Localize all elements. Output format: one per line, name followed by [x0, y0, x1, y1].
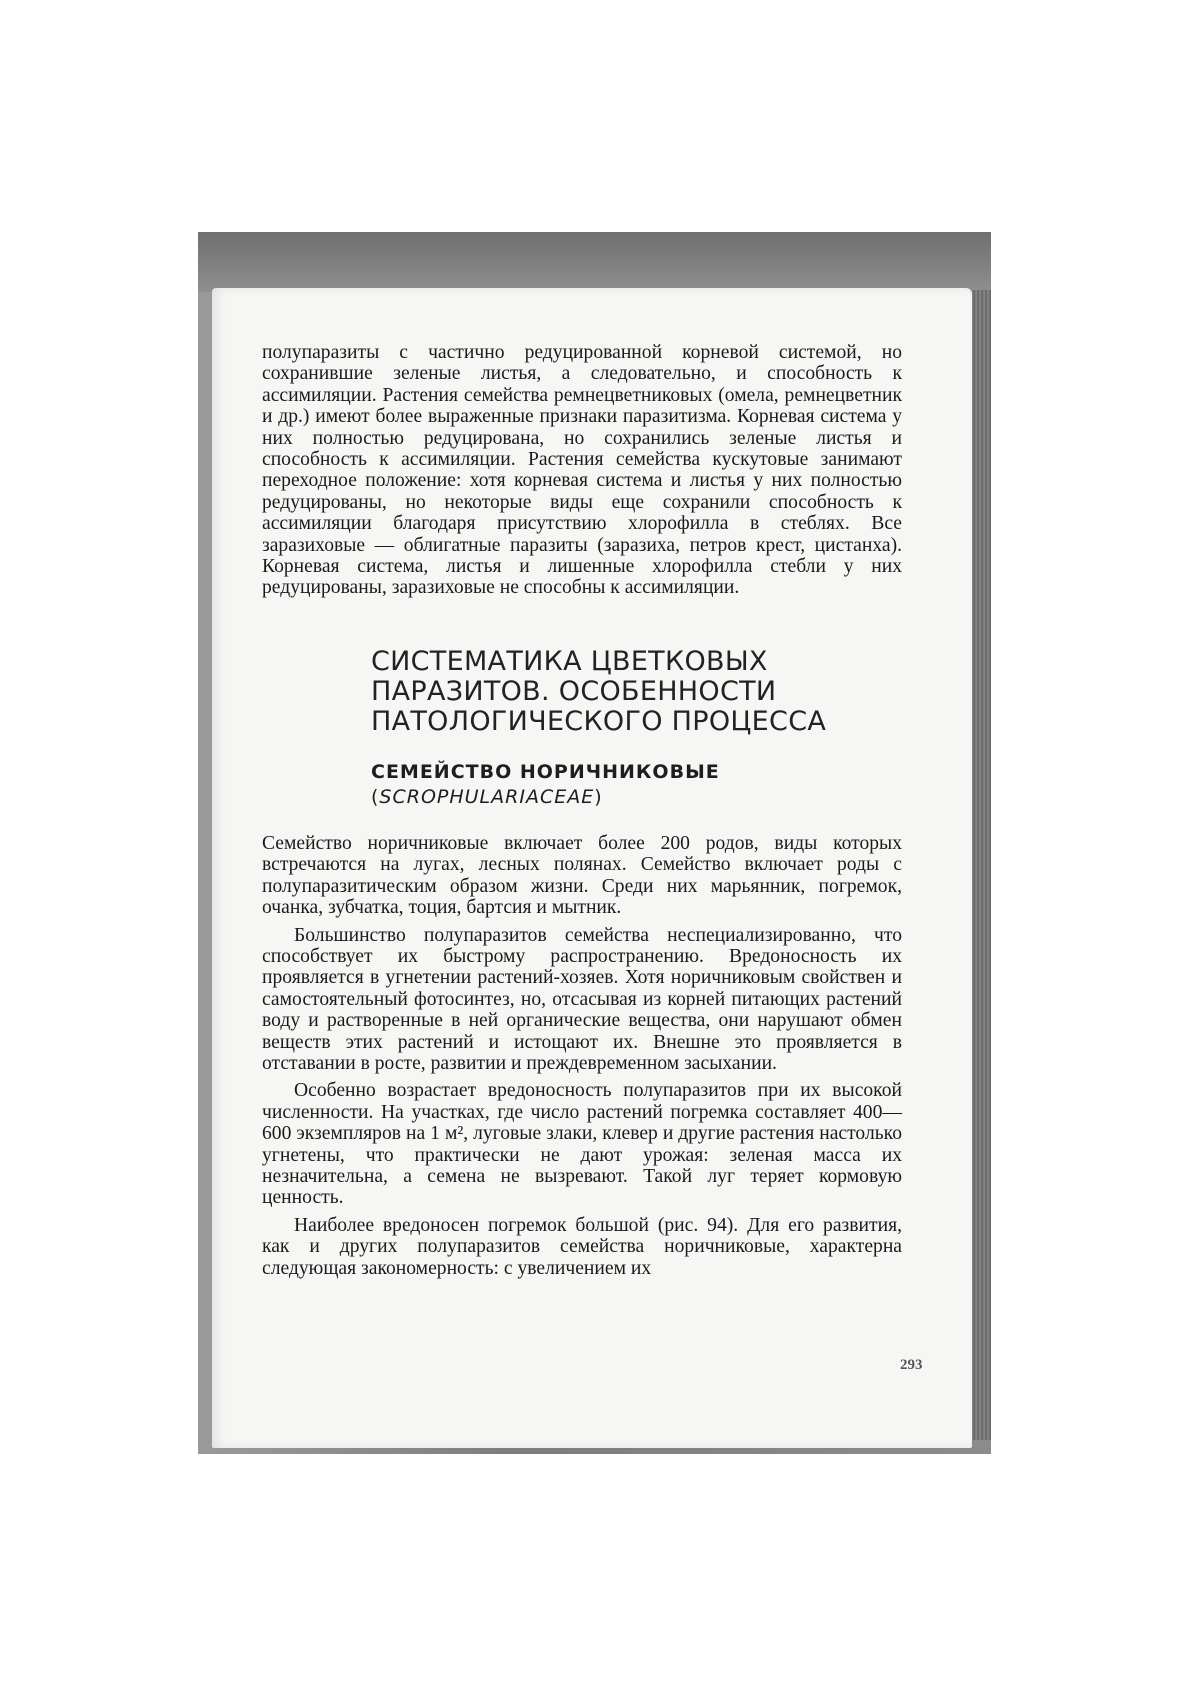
page-number: 293: [900, 1357, 923, 1373]
latin-open-paren: (: [371, 785, 380, 808]
book-page-edges: [970, 290, 991, 1440]
section-heading: СИСТЕМАТИКА ЦВЕТКОВЫХ ПАРАЗИТОВ. ОСОБЕННОСТИ ПАТОЛОГИЧЕСКОГО ПРОЦЕССА: [371, 645, 827, 737]
intro-paragraph: полупаразиты с частично редуцированной корневой системой, но сохранившие зеленые листья, а следовательно, и способность к ассимиляции. Растения семейства ремнецветниковых (омела, ремнецветник и др.) имеют более выраженные признаки паразитизма. Корневая система у них полностью редуцирована, но сохранились зеленые листья и способность к ассимиляции. Растения семейства кускутовые занимают переходное положение: хотя корневая система и листья у них полностью редуцированы, но некоторые виды еще сохранили способность к ассимиляции благодаря присутствию хлорофилла в стеблях. Все заразиховые — облигатные паразиты (заразиха, петров крест, цистанха). Корневая система, листья и лишенные хлорофилла стебли у них редуцированы, заразиховые не способны к ассимиляции.: [262, 342, 902, 599]
latin-family-name: SCROPHULARIACEAE: [379, 785, 595, 808]
subsection-latin-name: [371, 785, 902, 809]
body-paragraph: Семейство норичниковые включает более 200 родов, виды которых встречаются на лугах, лесных полянах. Семейство включает роды с полупаразитическим образом жизни. Среди них марьянник, погремок, очанка, зубчатка, тоция, бартсия и мытник.: [262, 832, 902, 919]
page-text-block: [262, 342, 902, 1279]
latin-close-paren: ): [594, 785, 603, 808]
body-paragraph: Большинство полупаразитов семейства неспециализированно, что способствует их быстрому распространению. Вредоносность их проявляется в угнетении растений-хозяев. Хотя норичниковым свойствен и самостоятельный фотосинтез, но, отсасывая из корней питающих растений воду и растворенные в ней органические вещества, они нарушают обмен веществ этих растений и истощают их. Внешне это проявляется в отставании в росте, развитии и преждевременном засыхании.: [262, 924, 902, 1074]
body-paragraph: Особенно возрастает вредоносность полупаразитов при их высокой численности. На участках, где число растений погремка составляет 400—600 экземпляров на 1 м², луговые злаки, клевер и другие растения настолько угнетены, что практически не дают урожая: зеленая масса их незначительна, а семена не вызревают. Такой луг теряет кормовую ценность.: [262, 1080, 902, 1209]
subsection-heading: СЕМЕЙСТВО НОРИЧНИКОВЫЕ: [371, 760, 720, 783]
scan-top-shadow: [198, 232, 991, 292]
body-paragraph: Наиболее вредоносен погремок большой (рис. 94). Для его развития, как и других полупаразитов семейства норичниковые, характерна следующая закономерность: с увеличением их: [262, 1214, 902, 1279]
